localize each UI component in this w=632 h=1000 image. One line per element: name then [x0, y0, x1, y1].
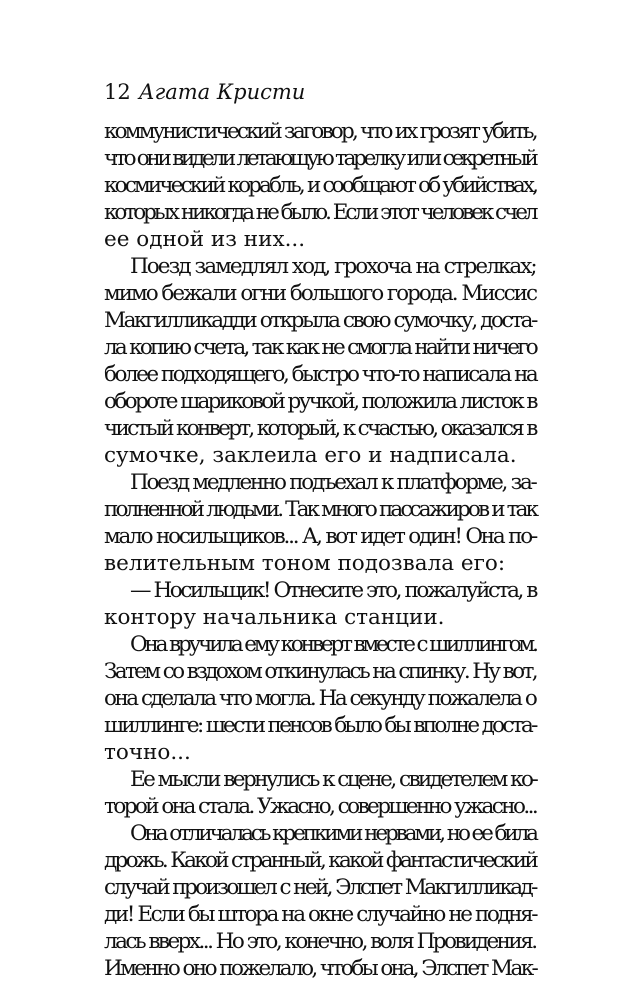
- text-line: сумочке, заклеила его и надписала.: [104, 443, 517, 468]
- text-line: торой она стала. Ужасно, совершенно ужасно...: [104, 794, 537, 819]
- text-line: мало носильщиков... А, вот идет один! Она по-: [104, 524, 537, 549]
- text-line: Поезд замедлял ход, грохоча на стрелках;: [130, 254, 536, 279]
- text-line: дрожь. Какой странный, какой фантастический: [104, 848, 537, 873]
- text-line: обороте шариковой ручкой, положила листок в: [104, 389, 536, 414]
- text-line: ла копию счета, так как не смогла найти ничего: [104, 335, 536, 360]
- text-line: точно...: [104, 740, 191, 765]
- text-line: мимо бежали огни большого города. Миссис: [104, 281, 537, 306]
- text-line: Затем со вздохом откинулась на спинку. Ну вот,: [104, 659, 536, 684]
- running-head-author: Агата Кристи: [138, 80, 306, 104]
- text-line: лась вверх... Но это, конечно, воля Провидения.: [104, 929, 536, 954]
- text-line: Она вручила ему конверт вместе с шиллингом.: [130, 632, 536, 657]
- text-line: Ее мысли вернулись к сцене, свидетелем ко-: [130, 767, 537, 792]
- text-line: коммунистический заговор, что их грозят убить,: [104, 119, 536, 144]
- text-line: — Носильщик! Отнесите это, пожалуйста, в: [130, 578, 536, 603]
- text-line: велительным тоном подозвала его:: [104, 551, 506, 576]
- text-line: космический корабль, и сообщают об убийствах,: [104, 173, 537, 198]
- text-line: полненной людьми. Так много пассажиров и так: [104, 497, 537, 522]
- body-text: [104, 118, 538, 982]
- text-line: Именно оно пожелало, чтобы она, Элспет Мак-: [104, 956, 537, 981]
- text-line: ее одной из них...: [104, 227, 306, 252]
- text-line: чистый конверт, который, к счастью, оказался в: [104, 416, 536, 441]
- text-line: которых никогда не было. Если этот человек счел: [104, 200, 536, 225]
- text-line: контору начальника станции.: [104, 605, 445, 630]
- text-line: Макгилликадди открыла свою сумочку, доста-: [104, 308, 536, 333]
- text-line: случай произошел с ней, Элспет Макгилликад-: [104, 875, 536, 900]
- text-line: более подходящего, быстро что-то написала на: [104, 362, 537, 387]
- page-number: 12: [104, 80, 131, 104]
- page-header: [104, 80, 305, 104]
- text-line: шиллинге: шести пенсов было бы вполне доста-: [104, 713, 536, 738]
- text-line: ди! Если бы штора на окне случайно не подня-: [104, 902, 537, 927]
- text-line: она сделала что могла. На секунду пожалела о: [104, 686, 536, 711]
- text-line: Поезд медленно подъехал к платформе, за-: [130, 470, 536, 495]
- text-line: Она отличалась крепкими нервами, но ее била: [130, 821, 536, 846]
- text-line: что они видели летающую тарелку или секретный: [104, 146, 536, 171]
